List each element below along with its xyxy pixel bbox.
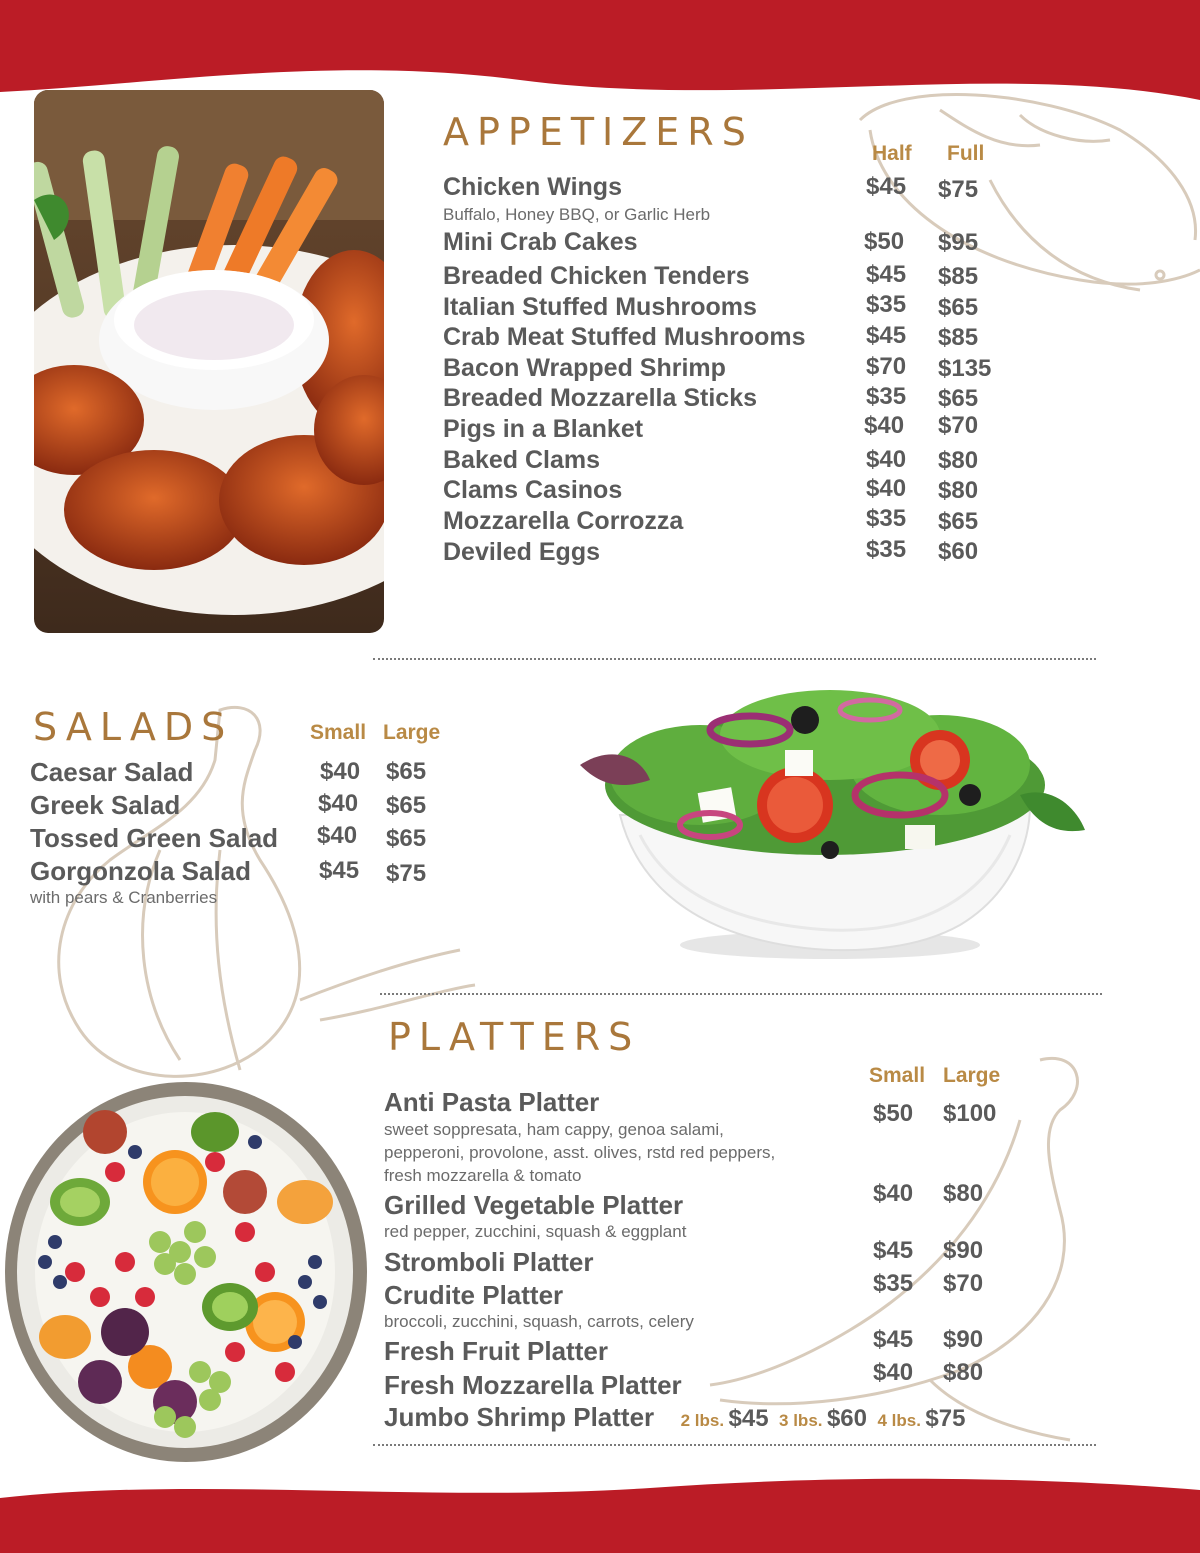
large-price: $65 bbox=[386, 792, 427, 819]
large-price: $90 bbox=[943, 1237, 984, 1264]
weight-label: 4 lbs. bbox=[877, 1411, 921, 1430]
full-price: $95 bbox=[938, 229, 979, 256]
appetizer-name: Italian Stuffed Mushrooms bbox=[443, 293, 757, 321]
appetizer-name: Crab Meat Stuffed Mushrooms bbox=[443, 323, 806, 351]
large-column-header: Large bbox=[383, 721, 441, 744]
large-price: $75 bbox=[386, 860, 427, 887]
platter-name: Stromboli Platter bbox=[384, 1247, 594, 1277]
half-price: $70 bbox=[866, 353, 907, 380]
half-price: $35 bbox=[866, 291, 907, 318]
platter-description: broccoli, zucchini, squash, carrots, celery bbox=[384, 1312, 694, 1331]
large-column-header: Large bbox=[943, 1064, 1001, 1087]
appetizer-name: Clams Casinos bbox=[443, 476, 623, 504]
chicken-wings-photo bbox=[34, 90, 384, 633]
half-price: $40 bbox=[866, 446, 907, 473]
small-column-header: Small bbox=[310, 721, 367, 744]
full-price: $80 bbox=[938, 447, 979, 474]
appetizer-name: Chicken Wings bbox=[443, 173, 622, 201]
platter-name: Fresh Fruit Platter bbox=[384, 1336, 608, 1366]
salad-name: Caesar Salad bbox=[30, 757, 194, 787]
half-price: $35 bbox=[866, 383, 907, 410]
appetizer-name: Breaded Chicken Tenders bbox=[443, 262, 750, 290]
half-price: $45 bbox=[866, 173, 907, 200]
small-price: $40 bbox=[317, 822, 358, 849]
platter-description: fresh mozzarella & tomato bbox=[384, 1166, 582, 1185]
platter-name: Anti Pasta Platter bbox=[384, 1087, 600, 1117]
salad-description: with pears & Cranberries bbox=[30, 888, 218, 907]
half-price: $50 bbox=[864, 228, 905, 255]
weight-label: 2 lbs. bbox=[680, 1411, 725, 1430]
appetizer-name: Breaded Mozzarella Sticks bbox=[443, 384, 758, 412]
full-price: $75 bbox=[938, 176, 979, 203]
weight-price: $60 bbox=[826, 1405, 867, 1432]
appetizer-description: Buffalo, Honey BBQ, or Garlic Herb bbox=[443, 205, 711, 224]
large-price: $65 bbox=[386, 825, 427, 852]
platter-name: Grilled Vegetable Platter bbox=[384, 1190, 684, 1220]
small-price: $40 bbox=[873, 1359, 914, 1386]
platter-description: sweet soppresata, ham cappy, genoa salami, bbox=[384, 1120, 724, 1139]
large-price: $100 bbox=[943, 1100, 997, 1127]
salads-title: SALADS bbox=[33, 705, 234, 749]
platter-description: pepperoni, provolone, asst. olives, rstd red peppers, bbox=[384, 1143, 776, 1162]
large-price: $90 bbox=[943, 1326, 984, 1353]
small-price: $45 bbox=[873, 1237, 914, 1264]
small-column-header: Small bbox=[869, 1064, 926, 1087]
jumbo-shrimp-row bbox=[384, 1402, 965, 1433]
weight-label: 3 lbs. bbox=[779, 1411, 823, 1430]
weight-price: $75 bbox=[925, 1405, 966, 1432]
half-price: $45 bbox=[866, 261, 907, 288]
small-price: $45 bbox=[319, 857, 360, 884]
full-price: $85 bbox=[938, 263, 979, 290]
section-divider bbox=[380, 993, 1102, 995]
weight-price: $45 bbox=[728, 1405, 769, 1432]
full-price: $85 bbox=[938, 324, 979, 351]
appetizer-name: Mozzarella Corrozza bbox=[443, 507, 684, 535]
full-price: $135 bbox=[938, 355, 992, 382]
small-price: $40 bbox=[873, 1180, 914, 1207]
small-price: $35 bbox=[873, 1270, 914, 1297]
half-price: $35 bbox=[866, 505, 907, 532]
full-price: $65 bbox=[938, 508, 979, 535]
salad-name: Greek Salad bbox=[30, 790, 181, 820]
small-price: $40 bbox=[320, 758, 361, 785]
salad-bowl-photo bbox=[580, 665, 1085, 967]
full-price: $65 bbox=[938, 294, 979, 321]
half-price: $40 bbox=[864, 412, 905, 439]
platter-name: Fresh Mozzarella Platter bbox=[384, 1370, 682, 1400]
large-price: $70 bbox=[943, 1270, 984, 1297]
salad-name: Tossed Green Salad bbox=[30, 823, 279, 853]
small-price: $50 bbox=[873, 1100, 914, 1127]
full-price: $60 bbox=[938, 538, 979, 565]
appetizer-name: Baked Clams bbox=[443, 446, 601, 474]
full-price: $65 bbox=[938, 385, 979, 412]
small-price: $40 bbox=[318, 790, 359, 817]
large-price: $65 bbox=[386, 758, 427, 785]
pepper-sketch bbox=[700, 1050, 1140, 1450]
platter-description: red pepper, zucchini, squash & eggplant bbox=[384, 1222, 687, 1241]
half-column-header: Half bbox=[872, 142, 912, 165]
half-price: $35 bbox=[866, 536, 907, 563]
full-column-header: Full bbox=[947, 142, 985, 165]
platter-name: Crudite Platter bbox=[384, 1280, 564, 1310]
fruit-platter-photo bbox=[5, 1082, 367, 1462]
appetizers-title: APPETIZERS bbox=[443, 110, 754, 154]
full-price: $70 bbox=[938, 412, 979, 439]
half-price: $45 bbox=[866, 322, 907, 349]
salad-name: Gorgonzola Salad bbox=[30, 856, 252, 886]
appetizer-name: Mini Crab Cakes bbox=[443, 228, 638, 256]
appetizer-name: Pigs in a Blanket bbox=[443, 415, 644, 443]
appetizer-name: Deviled Eggs bbox=[443, 538, 600, 566]
full-price: $80 bbox=[938, 477, 979, 504]
section-divider bbox=[373, 658, 1096, 660]
platter-name: Jumbo Shrimp Platter bbox=[384, 1402, 655, 1432]
bottom-banner bbox=[0, 1458, 1200, 1553]
platters-title: PLATTERS bbox=[388, 1015, 641, 1059]
half-price: $40 bbox=[866, 475, 907, 502]
small-price: $45 bbox=[873, 1326, 914, 1353]
large-price: $80 bbox=[943, 1180, 984, 1207]
appetizer-name: Bacon Wrapped Shrimp bbox=[443, 354, 726, 382]
large-price: $80 bbox=[943, 1359, 984, 1386]
section-divider bbox=[373, 1444, 1096, 1446]
